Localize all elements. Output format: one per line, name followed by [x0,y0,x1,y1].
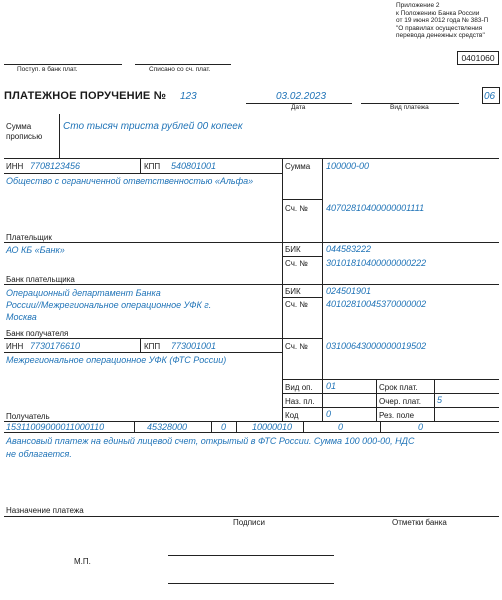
tax-vline-2 [211,421,212,432]
grid-line-3 [282,199,322,200]
date-label: Дата [291,104,306,111]
code[interactable]: 0 [326,409,332,419]
form-code: 0401060 [461,53,495,63]
grid-line-4 [4,242,499,243]
tax-vline-5 [380,421,381,432]
appendix-line-3: от 19 июня 2012 года № 383-П [396,17,489,24]
amount-in-words[interactable]: Сто тысяч триста рублей 00 копеек [63,121,243,132]
amount-words-divider [59,114,60,158]
payer-inn[interactable]: 7708123456 [30,161,81,171]
signatures-label: Подписи [233,518,265,527]
payer-bank-account-label: Сч. № [285,259,308,268]
grid-line-9 [4,352,282,353]
form-code-box [457,51,499,65]
payee-bank-name-1: Операционный департамент Банка [6,288,161,298]
appendix-line-4: "О правилах осуществления [396,24,483,32]
appendix-note [396,2,500,40]
payer-bank-label: Банк плательщика [6,275,75,284]
document-date[interactable]: 03.02.2023 [276,91,327,102]
tax-vline-4 [303,421,304,432]
payee-bik-label: БИК [285,287,301,296]
stamp-label: М.П. [74,557,91,566]
document-number[interactable]: 123 [180,91,197,102]
payee-account[interactable]: 03100643000000019502 [326,341,427,351]
grid-line-1 [4,158,499,159]
payee-bank-label: Банк получателя [6,329,69,338]
code-label: Код [285,411,299,420]
purpose-code-label: Наз. пл. [285,397,315,406]
grid-vline-a [282,158,283,421]
tax-basis[interactable]: 0 [221,422,227,432]
grid-line-7 [282,297,322,298]
payer-bik[interactable]: 044583222 [326,244,372,254]
payer-bank-name[interactable]: АО КБ «Банк» [6,245,65,255]
payee-bank-account[interactable]: 40102810045370000002 [326,299,427,309]
payee-bank-name-2: России//Межрегиональное операционное УФК г. [6,300,212,310]
debited-line [135,64,231,65]
payer-sum-label: Сумма [285,162,311,171]
bank-marks-label: Отметки банка [392,518,447,527]
grid-line-8 [4,338,322,339]
grid-line-5 [282,256,322,257]
payee-bank-account-label: Сч. № [285,300,308,309]
priority[interactable]: 5 [437,395,443,405]
purpose-line [4,516,499,517]
tax-oktmo[interactable]: 45328000 [147,422,188,432]
grid-vline-e [376,379,377,421]
amount-words-label-2: прописью [6,132,43,141]
grid-line-12 [282,407,499,408]
grid-line-6 [4,284,499,285]
purpose-label: Назначение платежа [6,506,84,515]
payee-name[interactable]: Межрегиональное операционное УФК (ФТС России) [6,355,227,365]
payment-purpose[interactable] [6,435,414,461]
payee-kpp-label: КПП [144,342,161,351]
received-label: Поступ. в банк плат. [17,66,78,73]
payee-inn-label: ИНН [6,342,24,351]
reserve-label: Рез. поле [379,411,415,420]
tax-kbk[interactable]: 15311009000011000110 [6,422,105,432]
priority-label: Очер. плат. [379,397,422,406]
tax-period[interactable]: 10000010 [252,422,293,432]
document-title: ПЛАТЕЖНОЕ ПОРУЧЕНИЕ № [4,90,167,102]
appendix-line-2: к Положению Банка России [396,9,480,17]
amount-words-label-1: Сумма [6,122,32,131]
tax-doc-number[interactable]: 0 [338,422,344,432]
payment-type-label: Вид платежа [390,104,429,111]
op-type-label: Вид оп. [285,383,313,392]
payee-kpp[interactable]: 773001001 [171,341,217,351]
tax-vline-3 [236,421,237,432]
received-line [4,64,122,65]
grid-line-2 [4,173,282,174]
payer-kpp-label: КПП [144,162,161,171]
grid-vline-b [322,158,323,421]
payer-inn-label: ИНН [6,162,24,171]
grid-vline-c [140,158,141,173]
grid-line-10 [282,379,499,380]
payee-bank-name[interactable] [6,287,211,323]
payer-name[interactable]: Общество с ограниченной ответственностью «Альфа» [6,176,254,186]
appendix-line-5: перевода денежных средств" [396,32,485,39]
payee-bik[interactable]: 024501901 [326,286,372,296]
grid-vline-f [434,379,435,421]
debited-label: Списано со сч. плат. [149,66,211,73]
grid-vline-d [140,338,141,352]
payment-purpose-2: не облагается. [6,449,72,459]
payer-label: Плательщик [6,233,52,242]
payer-account-label: Сч. № [285,204,308,213]
payee-bank-name-3: Москва [6,312,37,322]
op-type[interactable]: 01 [326,381,337,391]
payee-label: Получатель [6,412,50,421]
payer-account[interactable]: 40702810400000001111 [326,203,425,213]
signature-line-2 [168,583,334,584]
payer-status[interactable]: 06 [484,91,496,102]
signature-line-1 [168,555,334,556]
grid-line-14 [4,432,499,433]
payer-sum[interactable]: 100000-00 [326,161,370,171]
appendix-line-1: Приложение 2 [396,2,440,9]
payer-bik-label: БИК [285,245,301,254]
payee-inn[interactable]: 7730176610 [30,341,81,351]
tax-vline-1 [134,421,135,432]
payer-bank-account[interactable]: 30101810400000000222 [326,258,427,268]
payment-purpose-1: Авансовый платеж на единый лицевой счет, открытый в ФТС России. Сумма 100 000-00, НДС [6,436,415,446]
grid-line-11 [282,393,499,394]
term-label: Срок плат. [379,383,418,392]
tax-doc-date[interactable]: 0 [418,422,424,432]
amount-words-label [6,122,42,142]
payee-account-label: Сч. № [285,342,308,351]
payer-kpp[interactable]: 540801001 [171,161,217,171]
